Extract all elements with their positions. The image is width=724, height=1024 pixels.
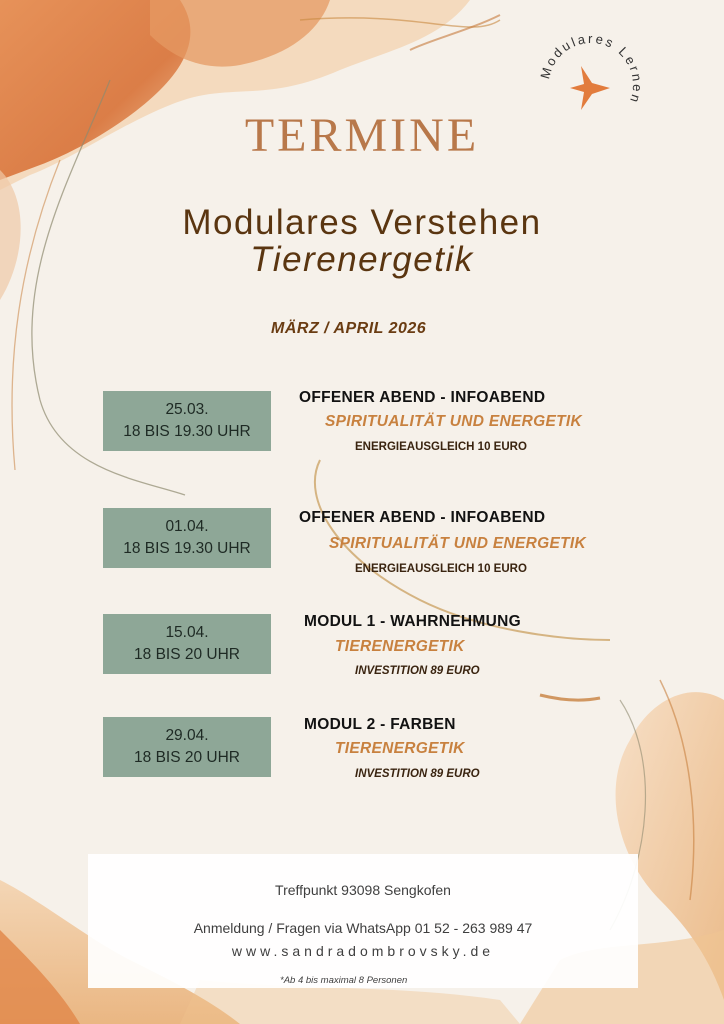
date-box bbox=[103, 717, 271, 777]
event-title: OFFENER ABEND - INFOABEND bbox=[299, 509, 546, 526]
location-text: Treffpunkt 93098 Sengkofen bbox=[275, 882, 451, 898]
date-box bbox=[103, 508, 271, 568]
period-label: MÄRZ / APRIL 2026 bbox=[271, 320, 427, 337]
date-box bbox=[103, 614, 271, 674]
event-title: OFFENER ABEND - INFOABEND bbox=[299, 389, 546, 406]
event-subtitle: TIERENERGETIK bbox=[335, 740, 465, 757]
event-time: 18 BIS 19.30 UHR bbox=[123, 423, 251, 440]
star-icon bbox=[570, 66, 610, 110]
event-subtitle: SPIRITUALITÄT UND ENERGETIK bbox=[325, 413, 582, 430]
event-date: 01.04. bbox=[165, 518, 209, 535]
info-panel bbox=[88, 854, 638, 988]
event-title: MODUL 1 - WAHRNEHMUNG bbox=[304, 613, 521, 630]
website-link[interactable]: www.sandradombrovsky.de bbox=[231, 943, 495, 959]
subtitle-line-2: Tierenergetik bbox=[250, 240, 474, 279]
page-title: TERMINE bbox=[244, 109, 480, 162]
svg-text:Modulares Lernen: Modulares Lernen bbox=[537, 30, 646, 107]
event-price: INVESTITION 89 EURO bbox=[355, 768, 480, 780]
event-time: 18 BIS 19.30 UHR bbox=[123, 540, 251, 557]
contact-text: Anmeldung / Fragen via WhatsApp 01 52 - 263 989 47 bbox=[193, 920, 533, 936]
event-time: 18 BIS 20 UHR bbox=[134, 749, 240, 766]
event-date: 25.03. bbox=[165, 401, 209, 418]
event-subtitle: SPIRITUALITÄT UND ENERGETIK bbox=[329, 535, 586, 552]
event-price: ENERGIEAUSGLEICH 10 EURO bbox=[355, 441, 527, 453]
event-title: MODUL 2 - FARBEN bbox=[304, 716, 456, 733]
event-date: 29.04. bbox=[165, 727, 209, 744]
event-subtitle: TIERENERGETIK bbox=[335, 638, 465, 655]
event-date: 15.04. bbox=[165, 624, 209, 641]
date-box bbox=[103, 391, 271, 451]
subtitle-line-1: Modulares Verstehen bbox=[182, 203, 542, 242]
event-price: INVESTITION 89 EURO bbox=[355, 665, 480, 677]
event-time: 18 BIS 20 UHR bbox=[134, 646, 240, 663]
participants-note: *Ab 4 bis maximal 8 Personen bbox=[280, 975, 408, 986]
event-price: ENERGIEAUSGLEICH 10 EURO bbox=[355, 563, 527, 575]
